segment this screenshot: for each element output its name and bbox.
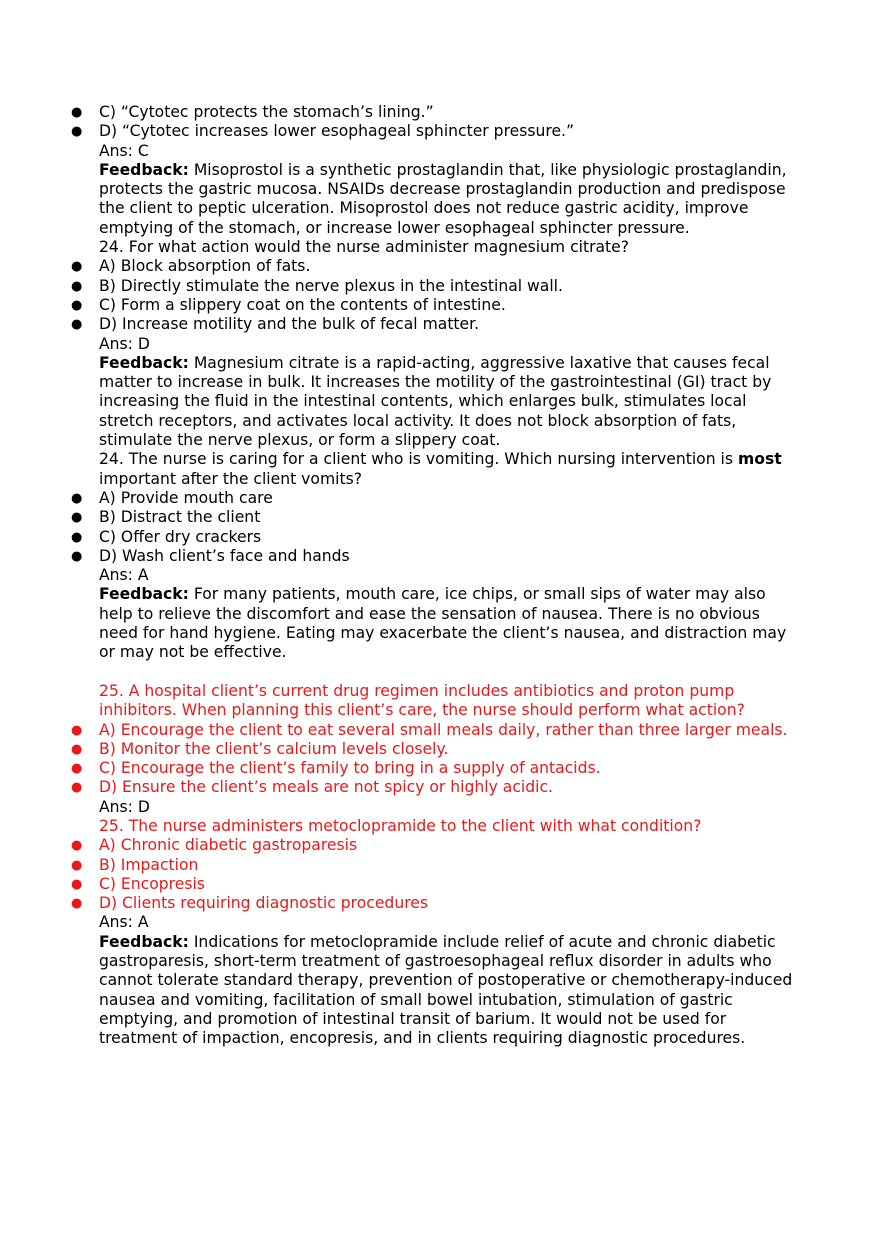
q24a-feedback-label: Feedback: bbox=[99, 353, 189, 372]
q25a-answer: Ans: D bbox=[99, 797, 150, 816]
q25a-question: 25. A hospital client’s current drug regimen includes antibiotics and proton pump inhibitors. When planning this client’s care, the nurse should perform what action? bbox=[99, 681, 745, 720]
q23-option-c: ● C) “Cytotec protects the stomach’s lining.” bbox=[99, 103, 799, 122]
q24b-option-d: ● D) Wash client’s face and hands bbox=[99, 547, 799, 566]
spacer bbox=[99, 663, 799, 682]
q23-feedback-text: Misoprostol is a synthetic prostaglandin that, like physiologic prostaglandin, protects the gastric mucosa. NSAIDs decrease prostaglandin production and predispose the client to peptic ulceration. Misoprostol does not reduce gastric acidity, improve emptying of the stomach, or increase lower esophageal sphincter pressure. bbox=[99, 160, 787, 237]
q24a-feedback-text: Magnesium citrate is a rapid-acting, aggressive laxative that causes fecal matter to increase in bulk. It increases the motility of the gastrointestinal (GI) tract by increasing the fluid in the intestinal contents, which enlarges bulk, stimulates local stretch receptors, and activates local activity. It does not block absorption of fats, stimulate the nerve plexus, or form a slippery coat. bbox=[99, 353, 772, 450]
q23-option-d: ● D) “Cytotec increases lower esophageal sphincter pressure.” bbox=[99, 122, 799, 141]
q25a-option-d: ● D) Ensure the client’s meals are not spicy or highly acidic. bbox=[99, 778, 799, 797]
q25b-option-d: ● D) Clients requiring diagnostic procedures bbox=[99, 894, 799, 913]
q23-feedback-label: Feedback: bbox=[99, 160, 189, 179]
q25a-option-b: ● B) Monitor the client’s calcium levels closely. bbox=[99, 740, 799, 759]
q24a-option-d: ● D) Increase motility and the bulk of fecal matter. bbox=[99, 315, 799, 334]
q24a-option-c: ● C) Form a slippery coat on the contents of intestine. bbox=[99, 296, 799, 315]
q24a-option-a: ● A) Block absorption of fats. bbox=[99, 257, 799, 276]
q24b-feedback-label: Feedback: bbox=[99, 585, 189, 604]
q25b-feedback-label: Feedback: bbox=[99, 932, 189, 951]
q25b-answer: Ans: A bbox=[99, 913, 149, 932]
q24b-option-a: ● A) Provide mouth care bbox=[99, 489, 799, 508]
q24b-question-post: important after the client vomits? bbox=[99, 469, 362, 488]
q24b-question bbox=[99, 450, 799, 489]
q25b-feedback bbox=[99, 933, 799, 1049]
q25a-option-c: ● C) Encourage the client’s family to bring in a supply of antacids. bbox=[99, 759, 799, 778]
q23-feedback bbox=[99, 161, 799, 238]
q24b-option-c: ● C) Offer dry crackers bbox=[99, 528, 799, 547]
q24a-question: 24. For what action would the nurse administer magnesium citrate? bbox=[99, 238, 630, 257]
q24a-feedback bbox=[99, 354, 799, 450]
q25b-option-b: ● B) Impaction bbox=[99, 856, 799, 875]
q24a-answer: Ans: D bbox=[99, 334, 150, 353]
q25b-question: 25. The nurse administers metoclopramide to the client with what condition? bbox=[99, 816, 702, 835]
q25b-option-c: ● C) Encopresis bbox=[99, 875, 799, 894]
q25a-option-a: ● A) Encourage the client to eat several small meals daily, rather than three larger meals. bbox=[99, 721, 799, 740]
q24b-answer: Ans: A bbox=[99, 566, 149, 585]
q25b-feedback-text: Indications for metoclopramide include relief of acute and chronic diabetic gastroparesis, short-term treatment of gastroesophageal reflux disorder in adults who cannot tolerate standard therapy, prevention of postoperative or chemotherapy-induced nausea and vomiting, facilitation of small bowel intubation, stimulation of gastric emptying, and promotion of intestinal transit of barium. It would not be used for treatment of impaction, encopresis, and in clients requiring diagnostic procedures. bbox=[99, 932, 793, 1048]
q24b-question-bold: most bbox=[737, 450, 782, 469]
q24a-option-b: ● B) Directly stimulate the nerve plexus in the intestinal wall. bbox=[99, 277, 799, 296]
q23-answer: Ans: C bbox=[99, 141, 149, 160]
q24b-question-pre: 24. The nurse is caring for a client who is vomiting. Which nursing intervention is bbox=[99, 450, 738, 469]
q24b-option-b: ● B) Distract the client bbox=[99, 508, 799, 527]
document-content bbox=[99, 103, 799, 1049]
q25b-option-a: ● A) Chronic diabetic gastroparesis bbox=[99, 836, 799, 855]
q24b-feedback bbox=[99, 585, 799, 662]
q24b-feedback-text: For many patients, mouth care, ice chips, or small sips of water may also help to relieve the discomfort and ease the sensation of nausea. There is no obvious need for hand hygiene. Eating may exacerbate the client’s nausea, and distraction may or may not be effective. bbox=[99, 585, 787, 662]
